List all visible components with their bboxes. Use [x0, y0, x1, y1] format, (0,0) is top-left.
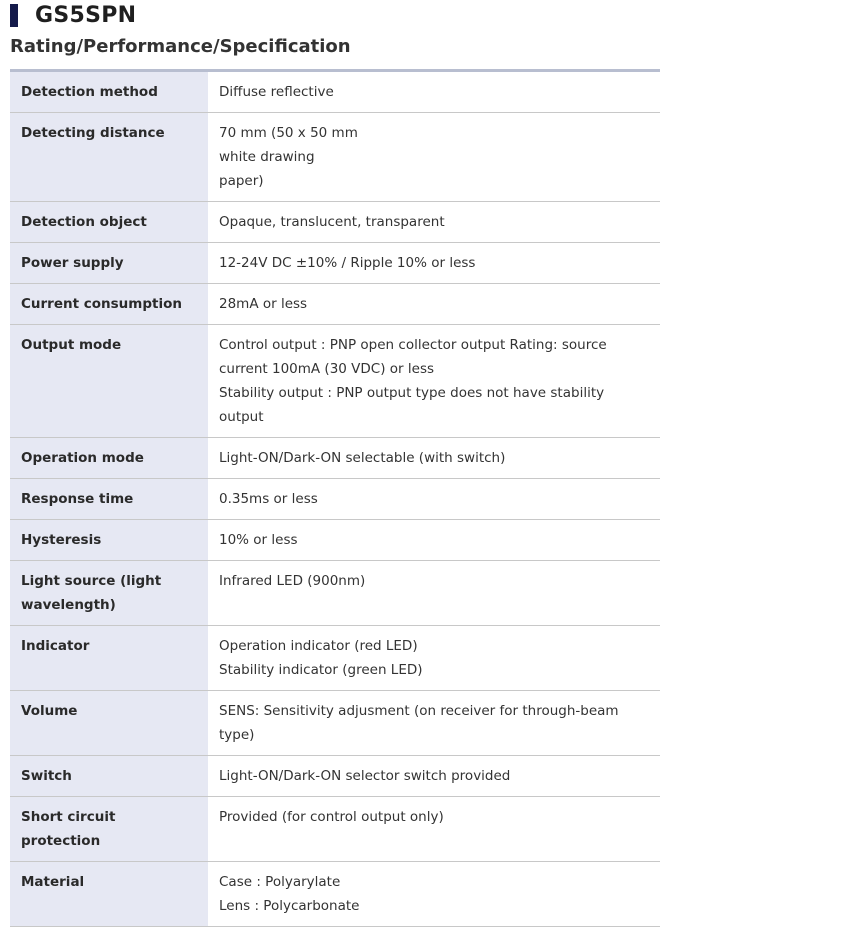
spec-value: [208, 561, 660, 626]
spec-row: [10, 284, 660, 325]
spec-value: [208, 479, 660, 520]
spec-value-line: Light-ON/Dark-ON selector switch provided: [219, 768, 511, 784]
spec-label: Detection object: [10, 202, 208, 243]
spec-row: [10, 756, 660, 797]
spec-row: [10, 243, 660, 284]
spec-value: [208, 756, 660, 797]
spec-value-line: Case : Polyarylate: [219, 874, 341, 890]
spec-value-line: Stability output : PNP output type does not have stability output: [219, 385, 605, 425]
spec-row: [10, 202, 660, 243]
spec-row: [10, 797, 660, 862]
spec-value-line: Light-ON/Dark-ON selectable (with switch): [219, 450, 506, 466]
spec-table-body: [10, 71, 660, 927]
spec-label: Short circuit protection: [10, 797, 208, 862]
spec-row: [10, 561, 660, 626]
spec-value: [208, 284, 660, 325]
spec-value: [208, 691, 660, 756]
spec-value: [208, 862, 660, 927]
spec-row: [10, 626, 660, 691]
spec-value-line: Stability indicator (green LED): [219, 662, 423, 678]
spec-label: Detecting distance: [10, 113, 208, 202]
spec-row: [10, 71, 660, 113]
spec-value-line: white drawing: [219, 149, 315, 165]
spec-value: [208, 626, 660, 691]
spec-row: [10, 325, 660, 438]
spec-value-line: paper): [219, 173, 264, 189]
spec-label: Output mode: [10, 325, 208, 438]
spec-row: [10, 479, 660, 520]
spec-row: [10, 691, 660, 756]
section-heading: Rating/Performance/Specification: [10, 36, 351, 57]
spec-value-line: 0.35ms or less: [219, 491, 318, 507]
spec-label: Hysteresis: [10, 520, 208, 561]
spec-value-line: Opaque, translucent, transparent: [219, 214, 445, 230]
spec-value-line: 10% or less: [219, 532, 298, 548]
spec-value-line: 28mA or less: [219, 296, 308, 312]
spec-value-line: 12-24V DC ±10% / Ripple 10% or less: [219, 255, 476, 271]
spec-label: Operation mode: [10, 438, 208, 479]
spec-label: Material: [10, 862, 208, 927]
spec-value-line: Lens : Polycarbonate: [219, 898, 360, 914]
spec-label: Switch: [10, 756, 208, 797]
spec-value: [208, 71, 660, 113]
spec-label: Volume: [10, 691, 208, 756]
spec-label: Current consumption: [10, 284, 208, 325]
spec-value-line: Operation indicator (red LED): [219, 638, 418, 654]
spec-value: [208, 520, 660, 561]
spec-label: Light source (light wavelength): [10, 561, 208, 626]
spec-label: Power supply: [10, 243, 208, 284]
spec-value: [208, 797, 660, 862]
spec-value: [208, 438, 660, 479]
spec-value-line: 70 mm (50 x 50 mm: [219, 125, 358, 141]
spec-row: [10, 862, 660, 927]
spec-value: [208, 325, 660, 438]
spec-value-line: Infrared LED (900nm): [219, 573, 366, 589]
spec-label: Detection method: [10, 71, 208, 113]
spec-row: [10, 520, 660, 561]
product-title: GS5SPN: [35, 2, 137, 28]
product-title-row: [10, 0, 136, 30]
spec-value: [208, 113, 660, 202]
spec-label: Response time: [10, 479, 208, 520]
title-accent-bar: [10, 4, 18, 27]
spec-value: [208, 243, 660, 284]
spec-table: [10, 69, 660, 927]
spec-row: [10, 113, 660, 202]
spec-value: [208, 202, 660, 243]
spec-value-line: Diffuse reflective: [219, 84, 334, 100]
spec-value-line: Control output : PNP open collector output Rating: source current 100mA (30 VDC) or less: [219, 337, 607, 377]
spec-label: Indicator: [10, 626, 208, 691]
spec-value-line: Provided (for control output only): [219, 809, 444, 825]
spec-row: [10, 438, 660, 479]
spec-value-line: SENS: Sensitivity adjusment (on receiver for through-beam type): [219, 703, 619, 743]
